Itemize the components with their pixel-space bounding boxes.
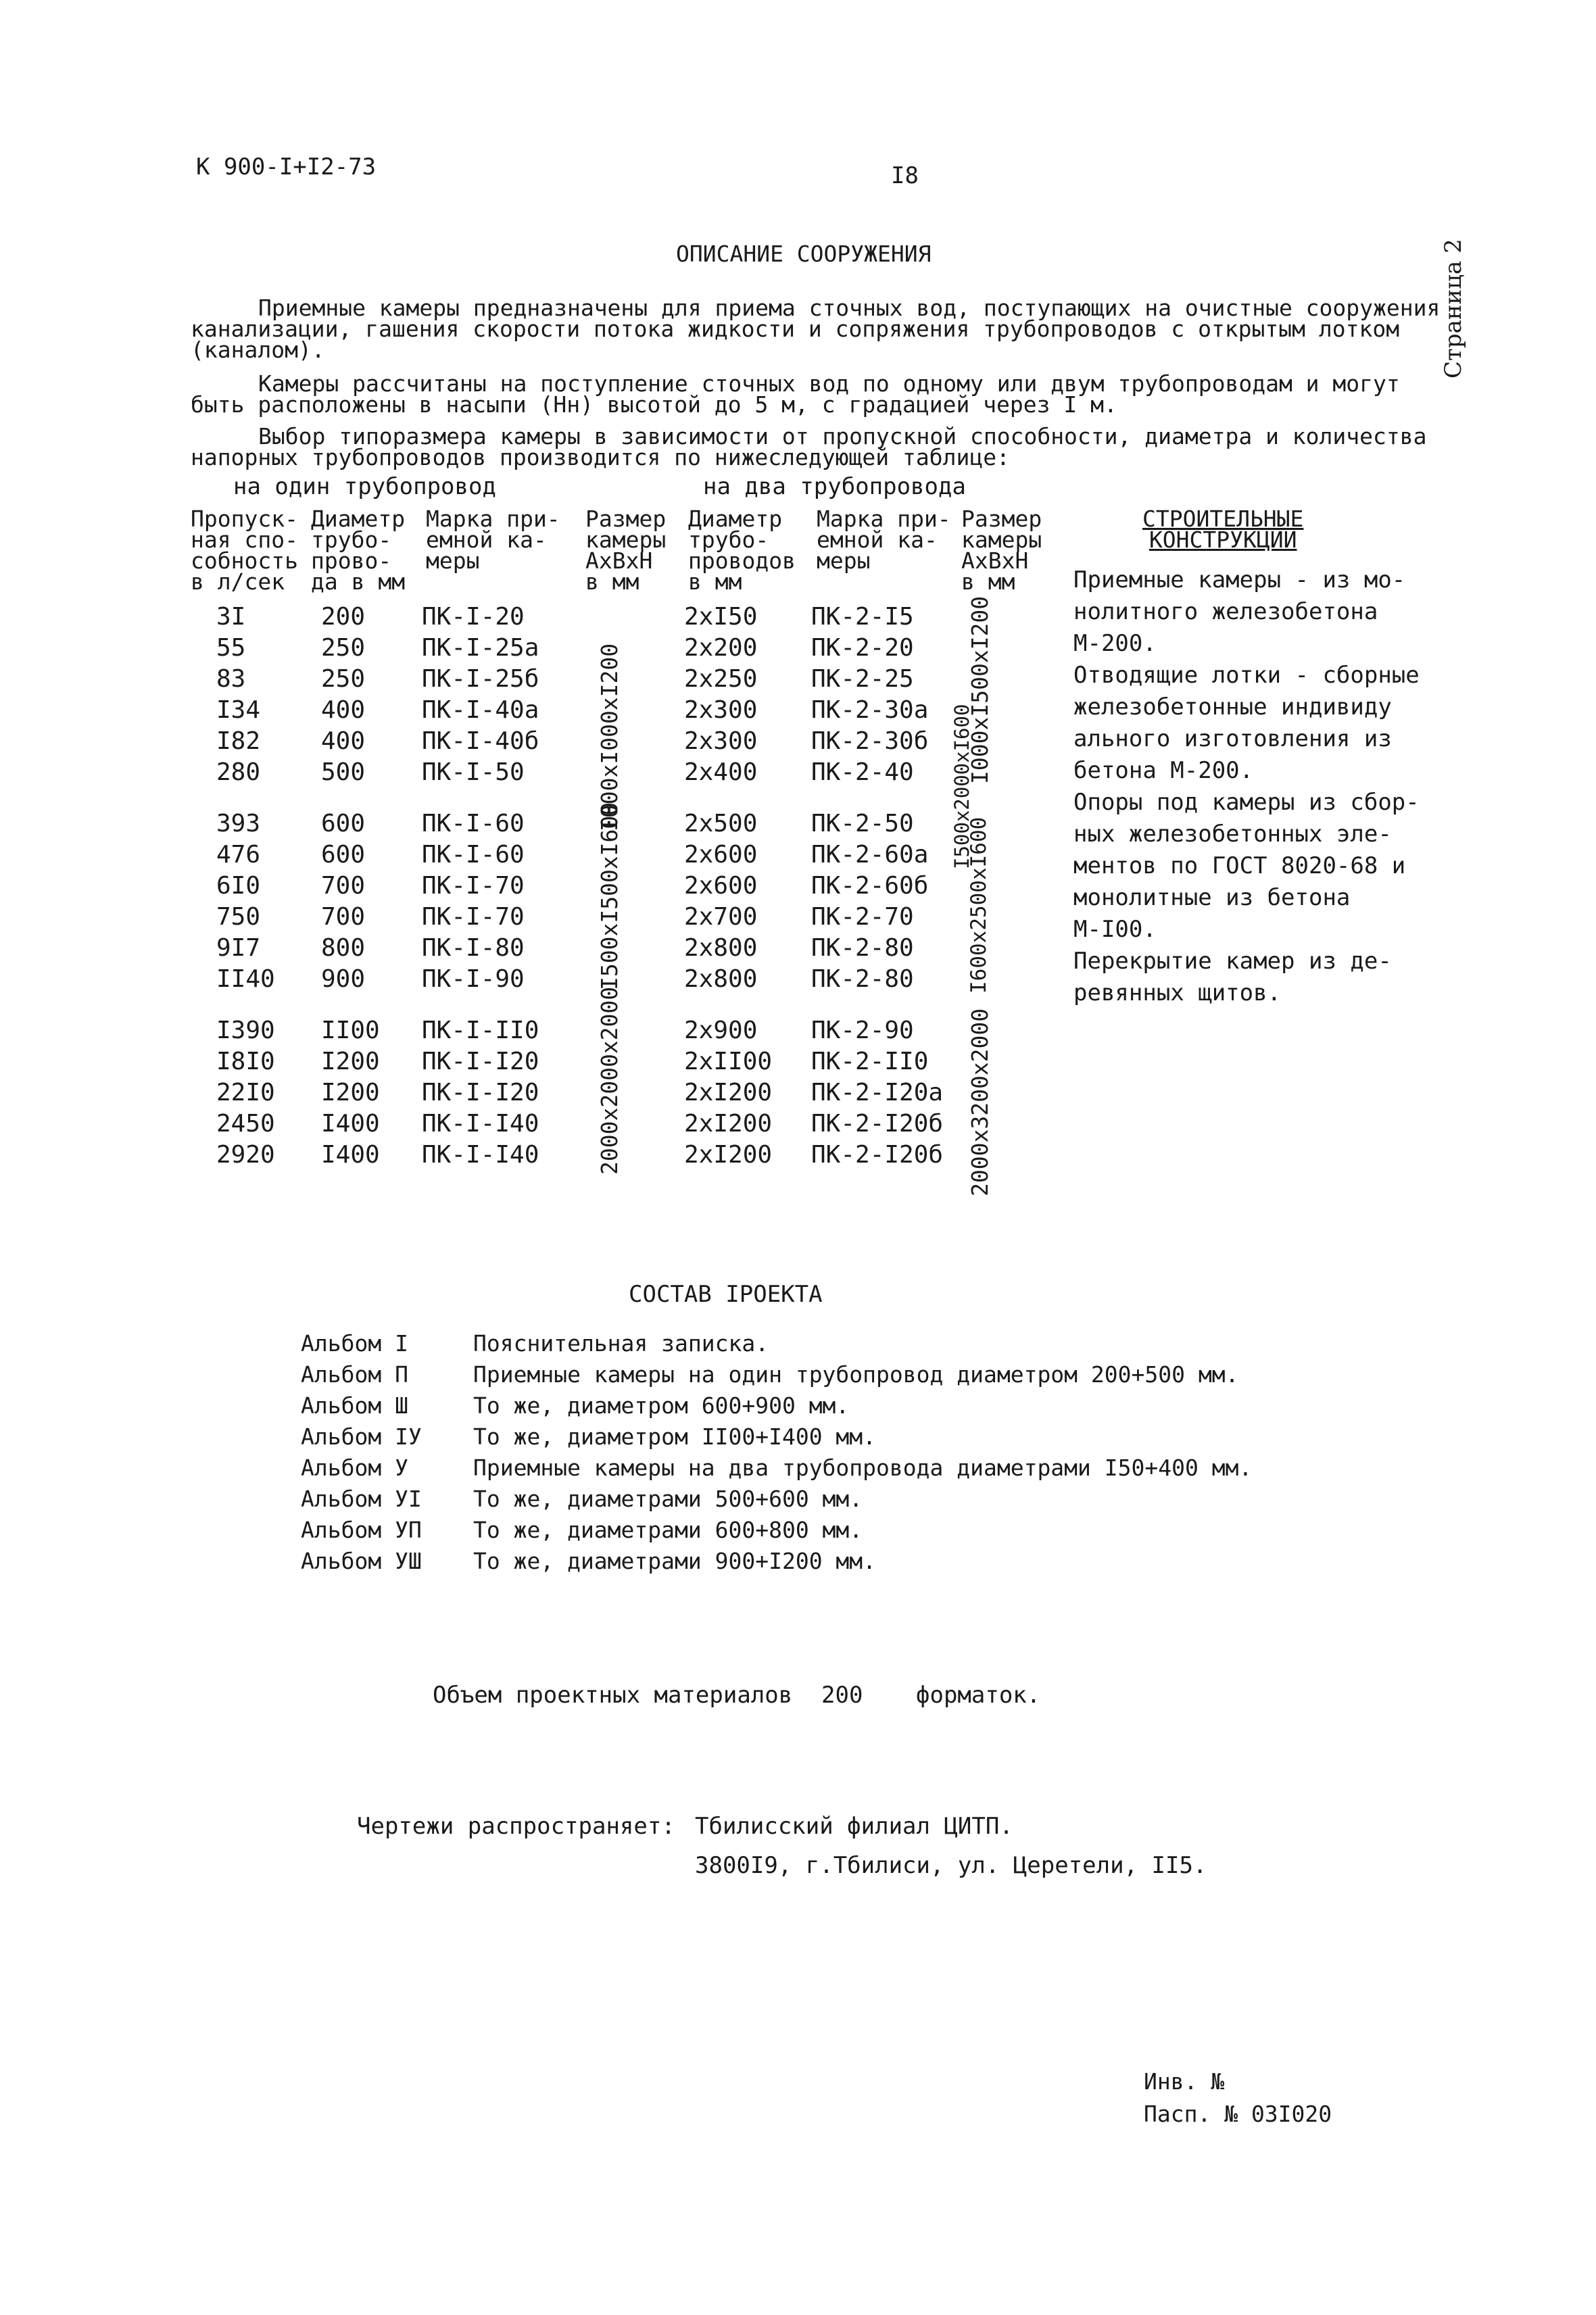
description-title: ОПИСАНИЕ СООРУЖЕНИЯ <box>676 241 932 267</box>
composition-title: СОСТАВ IРОЕКТА <box>629 1281 823 1308</box>
table-cell-diameter-two: 2х300 <box>684 696 758 724</box>
table-cell-mark: ПК-I-I20 <box>422 1048 539 1075</box>
table-cell-capacity: I34 <box>216 696 261 724</box>
album-text: То же, диаметром II00+I400 мм. <box>473 1423 877 1450</box>
header-mark-one: Марка при- емной ка- меры <box>426 506 560 574</box>
header-size-one: Размер камеры АхВхН в мм <box>585 506 667 595</box>
table-cell-capacity: 22I0 <box>216 1079 275 1106</box>
table-cell-mark: ПК-I-I20 <box>422 1079 539 1106</box>
album-row <box>301 1328 1252 1359</box>
table-cell-mark: ПК-I-25а <box>422 634 539 662</box>
construction-line: ального изготовления из <box>1073 725 1392 752</box>
construction-line: ных железобетонных эле- <box>1073 821 1392 848</box>
construction-line: нолитного железобетона <box>1073 598 1378 625</box>
album-text: То же, диаметром 600+900 мм. <box>473 1392 850 1419</box>
album-row <box>301 1421 1252 1453</box>
table-cell-mark-two: ПК-2-40 <box>811 758 914 786</box>
table-cell-diameter-two: 2х300 <box>684 727 758 755</box>
album-row <box>301 1546 1252 1577</box>
volume-unit: форматок. <box>916 1682 1041 1709</box>
table-cell-mark-two: ПК-2-30а <box>811 696 929 724</box>
mark-one-column <box>422 602 539 1171</box>
table-cell-diameter: 400 <box>321 696 366 724</box>
table-cell-mark: ПК-I-I40 <box>422 1110 539 1138</box>
table-cell-mark: ПК-I-60 <box>422 841 525 869</box>
album-row <box>301 1359 1252 1390</box>
table-cell-diameter-two: 2хII00 <box>684 1048 773 1075</box>
header-diameter: Диаметр трубо- прово- да в мм <box>311 506 406 595</box>
size-one-group-3: 2000х2000х2000 <box>596 986 623 1175</box>
table-cell-mark: ПК-I-90 <box>422 965 525 993</box>
para1-line1: Приемные камеры предназначены для приема сточных вод, поступающих на очистные сооружения <box>258 295 1441 321</box>
table-cell-diameter-two: 2х250 <box>684 665 758 693</box>
table-cell-diameter: 400 <box>321 727 366 755</box>
table-cell-capacity: 55 <box>216 634 246 662</box>
volume-label: Объем проектных материалов <box>433 1682 793 1709</box>
para1-line3: (каналом). <box>191 337 325 363</box>
table-cell-capacity: 2920 <box>216 1141 275 1169</box>
album-name: Альбом I <box>301 1330 408 1357</box>
table-cell-mark-two: ПК-2-I20б <box>811 1110 944 1138</box>
size-two-group-1: I000хI500хI200 <box>967 595 993 784</box>
volume-value: 200 <box>821 1682 863 1709</box>
table-cell-mark-two: ПК-2-60б <box>811 872 929 900</box>
table-cell-mark-two: ПК-2-60а <box>811 841 929 869</box>
table-cell-mark: ПК-I-II0 <box>422 1017 539 1044</box>
inventory-number: Инв. № <box>1144 2068 1225 2095</box>
construction-line: ревянных щитов. <box>1073 979 1282 1006</box>
size-one-group-2: I500хI500хI600 <box>596 802 623 990</box>
description-paragraph-2 <box>191 370 1400 418</box>
album-row <box>301 1515 1252 1546</box>
album-list <box>301 1328 1252 1577</box>
capacity-column <box>216 602 275 1171</box>
passport-number: Пасп. № 03I020 <box>1144 2101 1332 2127</box>
distributor-label: Чертежи распространяет: <box>357 1813 675 1840</box>
table-cell-diameter-two: 2х700 <box>684 903 758 931</box>
table-cell-mark-two: ПК-2-I20б <box>811 1141 944 1169</box>
table-cell-diameter-two: 2х600 <box>684 841 758 869</box>
construction-line: Перекрытие камер из де- <box>1073 948 1392 975</box>
album-name: Альбом УП <box>301 1517 422 1543</box>
header-mark-two: Марка при- емной ка- меры <box>817 506 951 574</box>
size-two-group-3: I600х2500хI600 <box>967 817 991 994</box>
para3-line1: Выбор типоразмера камеры в зависимости от пропускной способности, диаметра и количества <box>258 423 1427 449</box>
table-cell-capacity: 280 <box>216 758 261 786</box>
table-cell-mark-two: ПК-2-I5 <box>811 603 914 631</box>
table-cell-capacity: 476 <box>216 841 261 869</box>
distributor-address: 3800I9, г.Тбилиси, ул. Церетели, II5. <box>695 1852 1207 1879</box>
album-row <box>301 1484 1252 1515</box>
table-cell-diameter: 700 <box>321 872 366 900</box>
table-cell-diameter: 250 <box>321 665 366 693</box>
table-cell-diameter: 800 <box>321 934 366 962</box>
table-cell-capacity: 9I7 <box>216 934 261 962</box>
diameter-column <box>321 602 380 1171</box>
table-cell-capacity: I8I0 <box>216 1048 275 1075</box>
album-text: То же, диаметрами 900+I200 мм. <box>473 1548 877 1574</box>
table-cell-diameter: 200 <box>321 603 366 631</box>
table-cell-capacity: 2450 <box>216 1110 275 1138</box>
para2-line2: быть расположены в насыпи (Нн) высотой до 5 м, с градацией через I м. <box>191 391 1117 418</box>
album-name: Альбом П <box>301 1361 408 1388</box>
group-two-pipes: на два трубопровода <box>703 473 966 500</box>
group-one-pipe: на один трубопровод <box>233 473 496 500</box>
album-text: То же, диаметрами 500+600 мм. <box>473 1486 863 1512</box>
size-two-group-4: 2000х3200х2000 <box>967 1008 993 1196</box>
header-capacity: Пропуск- ная спо- собность в л/сек <box>191 506 298 595</box>
table-cell-diameter: II00 <box>321 1017 380 1044</box>
table-cell-mark: ПК-I-50 <box>422 758 525 786</box>
construction-line: Опоры под камеры из сбор- <box>1073 789 1420 816</box>
table-cell-mark-two: ПК-2-I20а <box>811 1079 944 1106</box>
album-name: Альбом IУ <box>301 1423 422 1450</box>
table-cell-diameter: 600 <box>321 841 366 869</box>
table-cell-diameter: I400 <box>321 1110 380 1138</box>
table-cell-capacity: 3I <box>216 603 246 631</box>
table-cell-diameter: I200 <box>321 1079 380 1106</box>
construction-line: М-I00. <box>1073 916 1157 943</box>
table-cell-diameter-two: 2х600 <box>684 872 758 900</box>
table-cell-mark-two: ПК-2-50 <box>811 810 914 837</box>
page-number: I8 <box>891 162 919 189</box>
table-cell-diameter-two: 2хI200 <box>684 1110 773 1138</box>
side-page-label: Страница 2 <box>1440 239 1467 379</box>
mark-two-column <box>811 602 943 1171</box>
table-cell-diameter: 250 <box>321 634 366 662</box>
construction-line: Приемные камеры - из мо- <box>1073 566 1406 593</box>
album-row <box>301 1390 1252 1421</box>
table-cell-diameter-two: 2х800 <box>684 965 758 993</box>
table-cell-capacity: 750 <box>216 903 261 931</box>
table-cell-capacity: I390 <box>216 1017 275 1044</box>
para1-line2: канализации, гашения скорости потока жидкости и сопряжения трубопроводов с открытым лотком <box>191 316 1400 342</box>
table-cell-mark-two: ПК-2-90 <box>811 1017 914 1044</box>
table-cell-diameter: 600 <box>321 810 366 837</box>
distributor-name: Тбилисский филиал ЦИТП. <box>695 1813 1013 1840</box>
table-cell-mark: ПК-I-I40 <box>422 1141 539 1169</box>
construction-line: М-200. <box>1073 630 1157 657</box>
table-cell-diameter-two: 2х800 <box>684 934 758 962</box>
description-paragraph-1 <box>191 295 1441 363</box>
description-paragraph-3 <box>191 423 1427 470</box>
table-cell-mark: ПК-I-80 <box>422 934 525 962</box>
table-cell-mark-two: ПК-2-30б <box>811 727 929 755</box>
table-cell-mark: ПК-I-70 <box>422 903 525 931</box>
album-name: Альбом УI <box>301 1486 422 1512</box>
table-cell-mark: ПК-I-40б <box>422 727 539 755</box>
album-text: То же, диаметрами 600+800 мм. <box>473 1517 863 1543</box>
table-cell-capacity: I82 <box>216 727 261 755</box>
construction-line: железобетонные индивиду <box>1073 693 1392 721</box>
table-cell-diameter-two: 2хI200 <box>684 1079 773 1106</box>
album-text: Приемные камеры на два трубопровода диаметрами I50+400 мм. <box>473 1455 1253 1481</box>
album-name: Альбом Ш <box>301 1392 408 1419</box>
construction-line: бетона М-200. <box>1073 757 1254 784</box>
table-cell-capacity: 393 <box>216 810 261 837</box>
table-cell-diameter: 700 <box>321 903 366 931</box>
header-size-two: Размер камеры АхВхН в мм <box>961 506 1042 595</box>
table-cell-mark: ПК-I-40а <box>422 696 539 724</box>
table-cell-diameter-two: 2хI200 <box>684 1141 773 1169</box>
construction-line: Отводящие лотки - сборные <box>1073 662 1420 689</box>
table-cell-diameter-two: 2х400 <box>684 758 758 786</box>
diameter-two-column <box>684 602 772 1171</box>
table-cell-mark-two: ПК-2-80 <box>811 965 914 993</box>
album-text: Приемные камеры на один трубопровод диаметром 200+500 мм. <box>473 1361 1239 1388</box>
construction-text <box>1073 564 1420 1009</box>
album-row <box>301 1453 1252 1484</box>
table-cell-mark: ПК-I-20 <box>422 603 525 631</box>
table-cell-mark-two: ПК-2-II0 <box>811 1048 929 1075</box>
size-two-group-2: I500х2000хI600 <box>950 704 973 869</box>
album-name: Альбом УШ <box>301 1548 422 1574</box>
size-one-group-1: I000хI000хI200 <box>596 643 623 831</box>
document-code: К 900-I+I2-73 <box>196 153 377 180</box>
table-cell-mark-two: ПК-2-70 <box>811 903 914 931</box>
table-cell-capacity: II40 <box>216 965 275 993</box>
table-cell-mark-two: ПК-2-80 <box>811 934 914 962</box>
table-cell-diameter: 900 <box>321 965 366 993</box>
para3-line2: напорных трубопроводов производится по нижеследующей таблице: <box>191 444 1010 470</box>
construction-line: ментов по ГОСТ 8020-68 и <box>1073 852 1406 879</box>
table-cell-diameter: I400 <box>321 1141 380 1169</box>
construction-line: монолитные из бетона <box>1073 884 1351 911</box>
table-cell-diameter-two: 2х500 <box>684 810 758 837</box>
table-cell-mark: ПК-I-70 <box>422 872 525 900</box>
table-cell-diameter-two: 2х200 <box>684 634 758 662</box>
table-cell-capacity: 6I0 <box>216 872 261 900</box>
table-cell-diameter: I200 <box>321 1048 380 1075</box>
table-cell-mark: ПК-I-25б <box>422 665 539 693</box>
table-cell-mark-two: ПК-2-20 <box>811 634 914 662</box>
album-text: Пояснительная записка. <box>473 1330 769 1357</box>
table-cell-diameter-two: 2хI50 <box>684 603 758 631</box>
table-cell-capacity: 83 <box>216 665 246 693</box>
album-name: Альбом У <box>301 1455 408 1481</box>
header-diameter-two: Диаметр трубо- проводов в мм <box>688 506 796 595</box>
table-cell-diameter-two: 2х900 <box>684 1017 758 1044</box>
table-cell-mark: ПК-I-60 <box>422 810 525 837</box>
construction-title: СТРОИТЕЛЬНЫЕ КОНСТРУКЦИИ <box>1142 506 1304 553</box>
table-cell-diameter: 500 <box>321 758 366 786</box>
table-cell-mark-two: ПК-2-25 <box>811 665 914 693</box>
para2-line1: Камеры рассчитаны на поступление сточных вод по одному или двум трубопроводам и могут <box>258 370 1400 397</box>
